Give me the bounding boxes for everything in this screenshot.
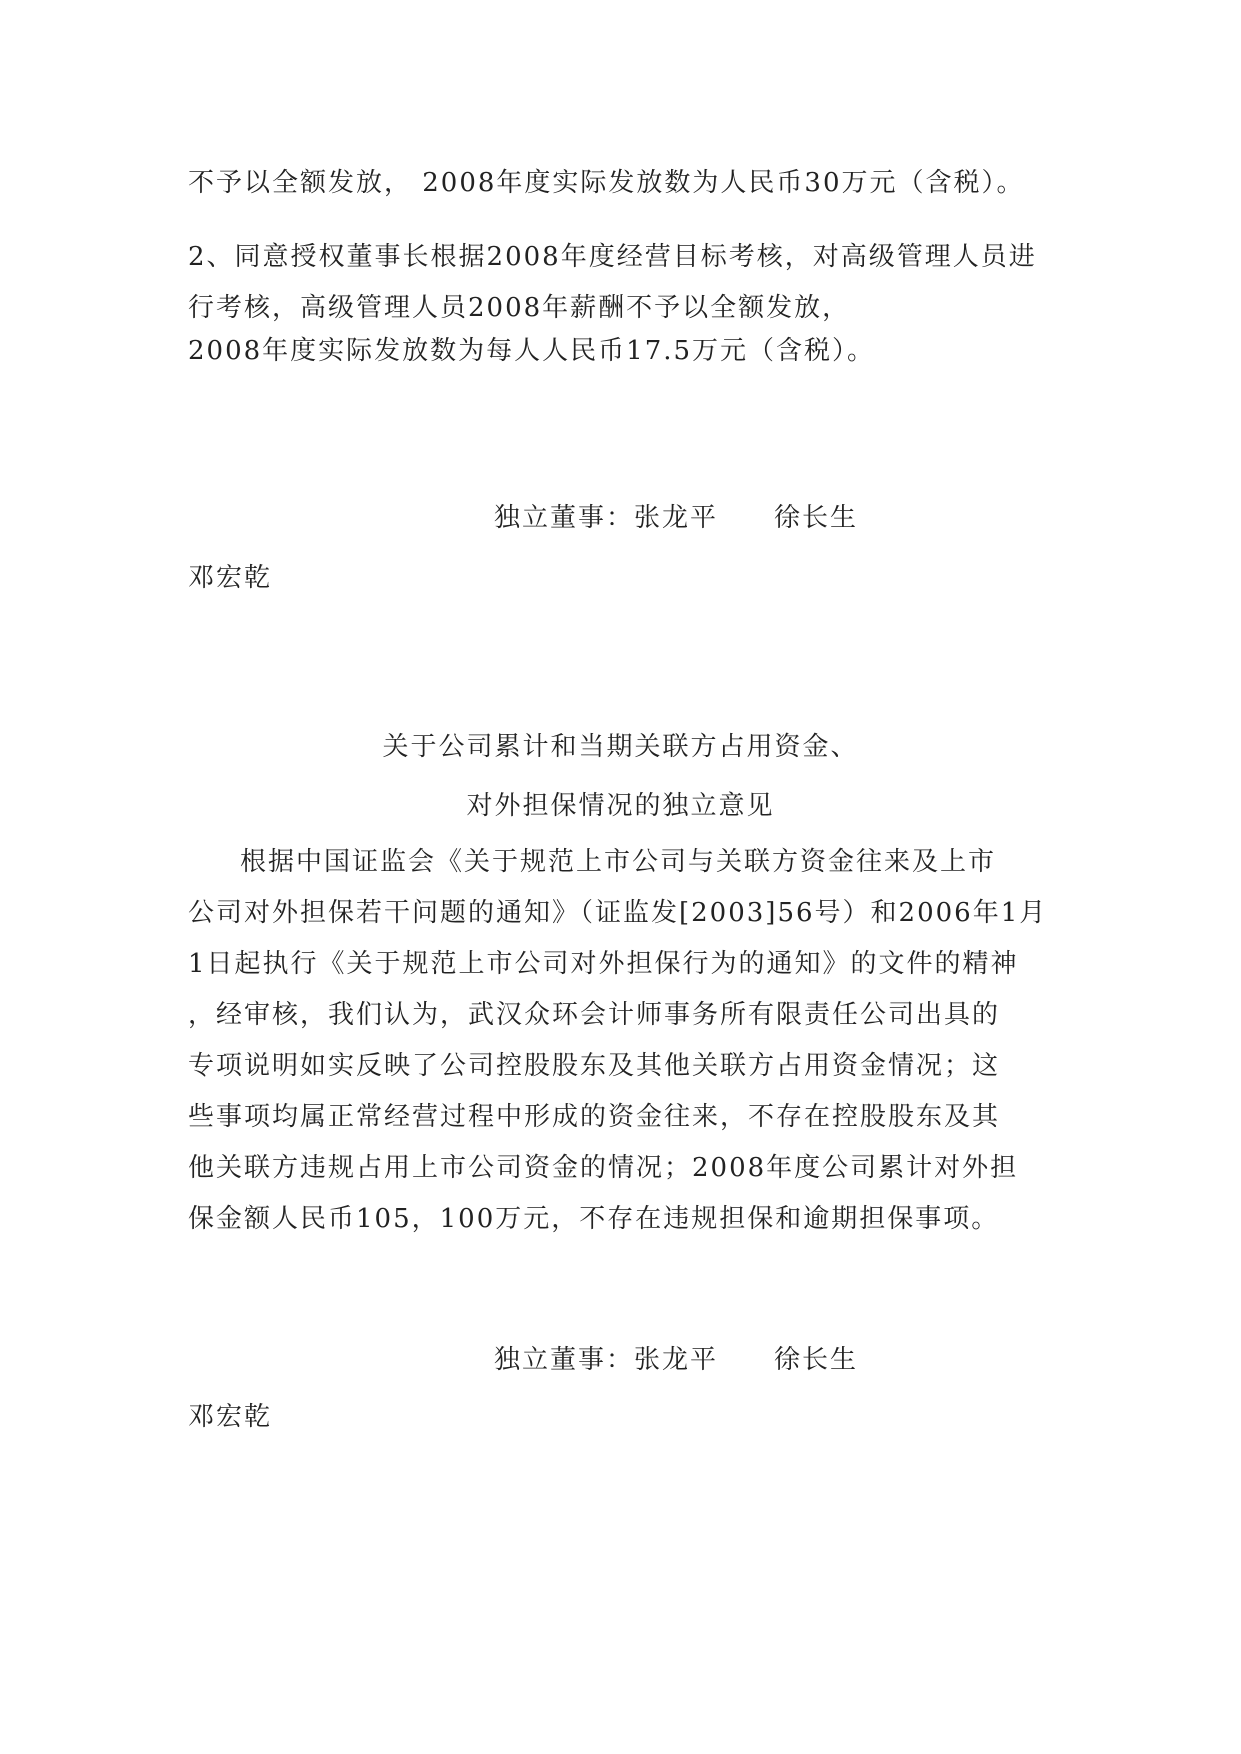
item-2-line-1: 2、同意授权董事长根据2008年度经营目标考核，对高级管理人员进: [188, 242, 1037, 272]
item-2-line-2: 行考核，高级管理人员2008年薪酬不予以全额发放，: [188, 293, 851, 323]
opinion-body-line: 保金额人民币105，100万元，不存在违规担保和逾期担保事项。: [188, 1204, 1000, 1234]
opinion-title-line-1: 关于公司累计和当期关联方占用资金、: [382, 732, 859, 762]
opinion-body-line: 他关联方违规占用上市公司资金的情况；2008年度公司累计对外担: [188, 1153, 1019, 1183]
opinion-body-line: 些事项均属正常经营过程中形成的资金往来，不存在控股股东及其: [188, 1102, 1001, 1132]
signature-2-directors: 独立董事：张龙平 徐长生: [494, 1345, 859, 1375]
opinion-body-line: 1日起执行《关于规范上市公司对外担保行为的通知》的文件的精神: [188, 949, 1019, 979]
signature-1-directors: 独立董事：张龙平 徐长生: [494, 503, 859, 533]
salary-line-1: 不予以全额发放， 2008年度实际发放数为人民币30万元（含税）。: [188, 168, 1025, 198]
opinion-title-line-2: 对外担保情况的独立意见: [466, 791, 775, 821]
signature-1-name: 邓宏乾: [188, 563, 273, 593]
opinion-body-line: 专项说明如实反映了公司控股股东及其他关联方占用资金情况；这: [188, 1051, 1001, 1081]
opinion-body-line: 根据中国证监会《关于规范上市公司与关联方资金往来及上市: [240, 847, 997, 877]
item-2-line-3: 2008年度实际发放数为每人人民币17.5万元（含税）。: [188, 336, 876, 366]
opinion-body-line: 公司对外担保若干问题的通知》（证监发[2003]56号）和2006年1月: [188, 898, 1048, 928]
signature-2-name: 邓宏乾: [188, 1402, 273, 1432]
opinion-body-line: ，经审核，我们认为，武汉众环会计师事务所有限责任公司出具的: [188, 1000, 1001, 1030]
